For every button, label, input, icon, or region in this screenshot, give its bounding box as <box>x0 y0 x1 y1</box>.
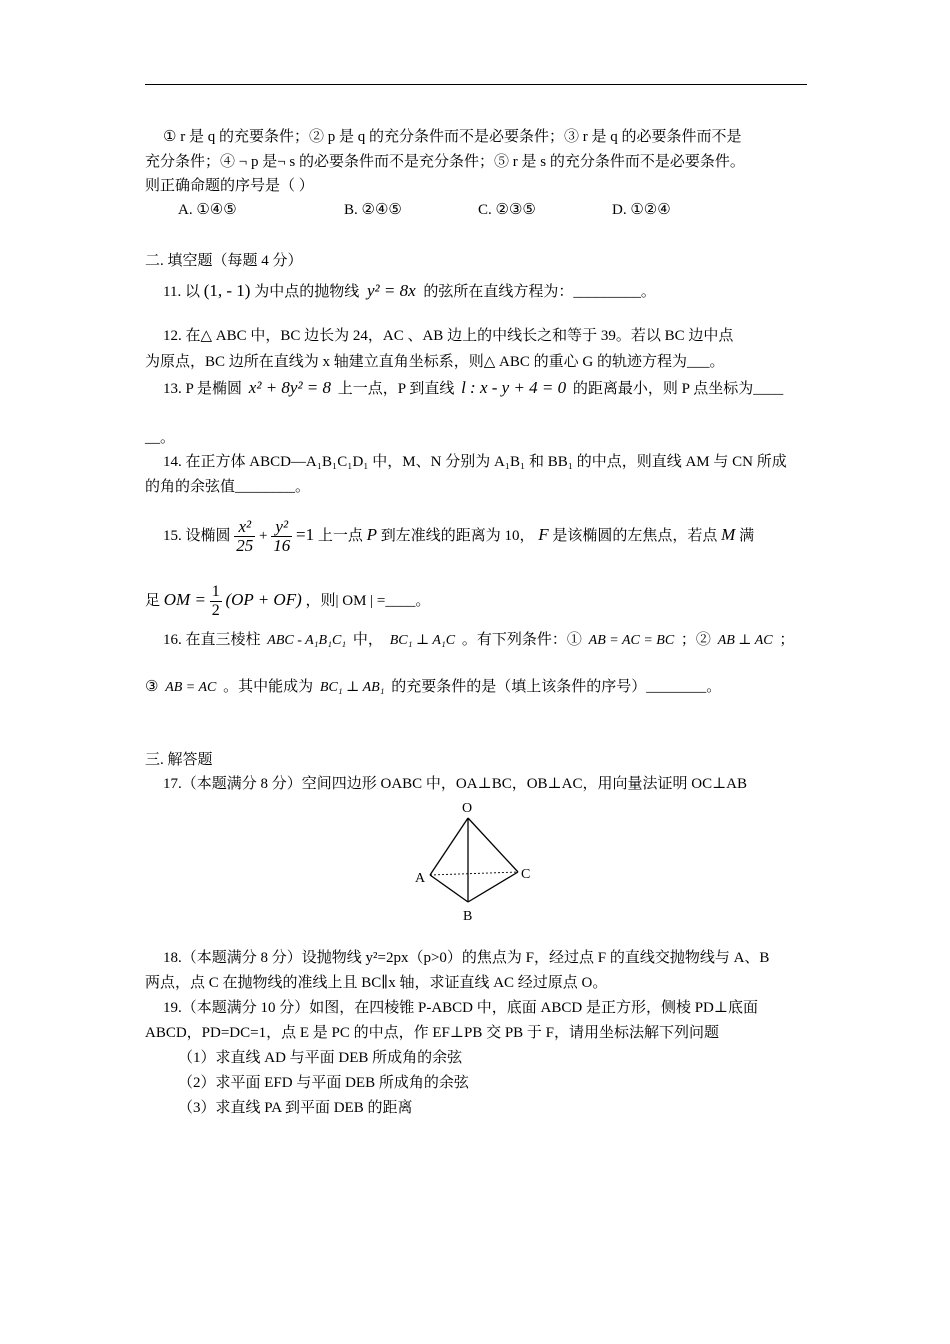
q15-m: M <box>721 525 736 544</box>
q15-den2: 16 <box>273 536 291 556</box>
q11-pre: 11. 以 <box>163 284 200 300</box>
label-o: O <box>462 801 473 816</box>
q15-p: P <box>366 525 377 544</box>
q13-pre: 13. P 是椭圆 <box>163 381 243 397</box>
q15-num1: x² <box>234 518 255 537</box>
q15-om: OM = <box>163 590 206 609</box>
q13-tail: __。 <box>145 430 176 446</box>
q10-option-b: B. ②④⑤ <box>344 202 402 218</box>
q18-line1: 18.（本题满分 8 分）设抛物线 y²=2px（p>0）的焦点为 F，经过点 F 的直线交抛物线与 A、B <box>163 950 770 966</box>
q16-cond0: BC₁ ⊥ A₁C <box>389 633 456 648</box>
q15-line2-post: ，则| OM | =____。 <box>305 593 431 609</box>
q15-half-num: 1 <box>211 583 220 601</box>
q10-line3: 则正确命题的序号是（ ） <box>145 178 314 194</box>
q10-line1: ① r 是 q 的充要条件；② p 是 q 的充分条件而不是必要条件；③ r 是 q 的必要条件而不是 <box>163 129 742 145</box>
edge-bc <box>468 872 518 902</box>
q13-mid: 上一点，P 到直线 <box>337 381 455 397</box>
q19-part3: （3）求直线 PA 到平面 DEB 的距离 <box>178 1100 413 1116</box>
label-a: A <box>415 871 426 886</box>
q14-line1: 14. 在正方体 ABCD—A₁B₁C₁D₁ 中，M、N 分别为 A₁B₁ 和 BB₁ 的中点，则直线 AM 与 CN 所成 <box>163 454 787 470</box>
q16-pre: 16. 在直三棱柱 <box>163 632 261 648</box>
q10-line2: 充分条件；④ ¬ p 是¬ s 的必要条件而不是充分条件；⑤ r 是 s 的充分条件而不是必要条件。 <box>145 154 745 170</box>
q19-line2: ABCD，PD=DC=1，点 E 是 PC 的中点，作 EF⊥PB 交 PB 于 F，请用坐标法解下列问题 <box>145 1025 720 1041</box>
q16-line2-mid: 。其中能成为 <box>223 679 314 695</box>
q16-sep: ；② <box>680 632 711 648</box>
q16-prism: ABC - A₁B₁C₁ <box>267 633 347 648</box>
edge-oc <box>468 818 518 872</box>
q19-part1: （1）求直线 AD 与平面 DEB 所成角的余弦 <box>178 1050 463 1066</box>
q15-f: F <box>538 525 549 544</box>
edge-ab <box>430 875 468 902</box>
header-rule <box>145 84 807 85</box>
q16-end: ； <box>779 632 795 648</box>
q11-post: 的弦所在直线方程为：_________。 <box>423 284 656 300</box>
q15-pre: 15. 设椭圆 <box>163 528 231 544</box>
q15-plus: + <box>259 528 268 544</box>
q12-line2: 为原点，BC 边所在直线为 x 轴建立直角坐标系，则△ ABC 的重心 G 的轨迹方程为___。 <box>145 354 725 370</box>
q14-line2: 的角的余弦值________。 <box>145 479 311 495</box>
q15-eq1: =1 <box>295 525 315 544</box>
q15-frac1 <box>234 518 255 555</box>
q15-line2 <box>145 580 430 621</box>
q15-half-den: 2 <box>211 602 220 620</box>
q13-line: l : x - y + 4 = 0 <box>461 378 567 397</box>
edge-ac-hidden <box>430 872 518 875</box>
q10-option-a: A. ①④⑤ <box>178 202 237 218</box>
q15-mid3: 是该椭圆的左焦点，若点 <box>552 528 718 544</box>
q16-mid: 中， <box>352 632 383 648</box>
edge-oa <box>430 818 468 875</box>
label-b: B <box>463 909 473 924</box>
q16-line2-post: 的充要条件的是（填上该条件的序号）________。 <box>391 679 722 695</box>
q16-line2-pre: ③ <box>145 679 159 695</box>
q16-c1: AB = AC = BC <box>588 633 675 648</box>
q10-option-c: C. ②③⑤ <box>478 202 536 218</box>
q15-expr: (OP + OF) <box>225 590 302 609</box>
q17-text: 17.（本题满分 8 分）空间四边形 OABC 中，OA⊥BC，OB⊥AC，用向量法证明 OC⊥AB <box>163 776 748 792</box>
q19-line1: 19.（本题满分 10 分）如图，在四棱锥 P-ABCD 中，底面 ABCD 是正方形，侧棱 PD⊥底面 <box>163 1000 758 1016</box>
q13-ellipse: x² + 8y² = 8 <box>248 378 332 397</box>
q13-post: 的距离最小，则 P 点坐标为____ <box>572 381 784 397</box>
q16-post: 。有下列条件：① <box>461 632 582 648</box>
q10-option-d: D. ①②④ <box>612 202 671 218</box>
q15-frac2 <box>271 518 292 555</box>
label-c: C <box>521 867 531 882</box>
q11-mid: 为中点的抛物线 <box>254 284 360 300</box>
q15-den1: 25 <box>236 536 254 556</box>
q19-part2: （2）求平面 EFD 与平面 DEB 所成角的余弦 <box>178 1075 469 1091</box>
q12-line1: 12. 在△ ABC 中，BC 边长为 24，AC 、AB 边上的中线长之和等于 39。若以 BC 边中点 <box>163 328 734 344</box>
tetrahedron-figure <box>410 798 540 924</box>
section2-title: 二. 填空题（每题 4 分） <box>145 253 303 269</box>
q16-line1 <box>163 630 794 651</box>
q18-line2: 两点，点 C 在抛物线的准线上且 BC∥x 轴，求证直线 AC 经过原点 O。 <box>145 975 608 991</box>
q15-line2-pre: 足 <box>145 593 161 609</box>
q15-post: 满 <box>739 528 755 544</box>
q15-mid1: 上一点 <box>317 528 363 544</box>
q13 <box>163 378 783 399</box>
section3-title: 三. 解答题 <box>145 752 213 768</box>
q15-num2: y² <box>271 518 292 537</box>
q11-eq: y² = 8x <box>366 281 416 300</box>
q11-point: (1, - 1) <box>203 281 251 300</box>
q15-line1 <box>163 515 754 556</box>
q11 <box>163 281 656 302</box>
q16-c3: AB = AC <box>165 680 217 695</box>
q15-mid2: 到左准线的距离为 10， <box>380 528 535 544</box>
q15-half <box>210 583 222 620</box>
q16-line2 <box>145 677 721 698</box>
q16-c2: AB ⊥ AC <box>717 633 773 648</box>
q16-target: BC₁ ⊥ AB₁ <box>319 680 385 695</box>
